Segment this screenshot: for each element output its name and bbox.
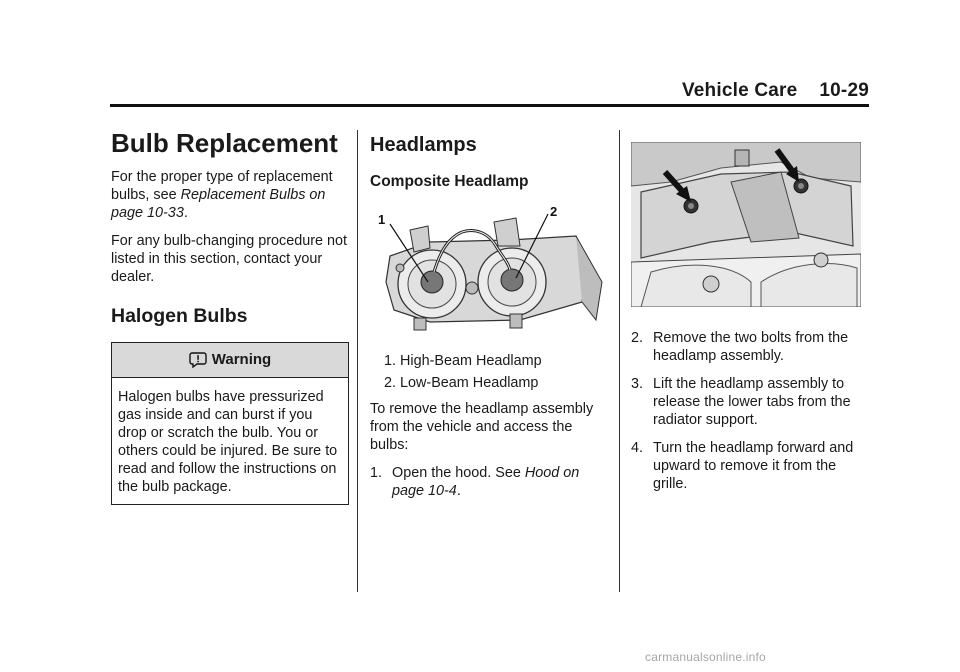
dealer-paragraph: For any bulb-changing procedure not listed in this section, contact your dealer. bbox=[111, 233, 347, 285]
step-4: 4. Turn the headlamp forward and upward to remove it from the grille. bbox=[631, 440, 854, 492]
composite-headlamp-title: Composite Headlamp bbox=[370, 173, 529, 190]
intro-period: . bbox=[183, 205, 188, 221]
steps-list-b bbox=[631, 329, 871, 493]
cross-reference-link[interactable]: Replacement Bulbs on page 10-33 bbox=[111, 187, 326, 221]
legend-item: 2. Low-Beam Headlamp bbox=[384, 375, 539, 391]
intro-text: For the proper type of replacement bulbs, see bbox=[111, 169, 333, 203]
column-2 bbox=[370, 128, 610, 510]
headlamps-title: Headlamps bbox=[370, 134, 477, 156]
subsection-title: Halogen Bulbs bbox=[111, 305, 248, 327]
page-number: 10-29 bbox=[819, 80, 869, 101]
warning-header bbox=[112, 343, 348, 378]
step-3: 3. Lift the headlamp assembly to release the lower tabs from the radiator support. bbox=[631, 376, 851, 428]
running-header bbox=[682, 80, 869, 102]
column-divider-2 bbox=[619, 130, 620, 592]
warning-title: Warning bbox=[211, 351, 272, 368]
headlamp-bolts-illustration bbox=[631, 142, 861, 307]
watermark: carmanualsonline.info bbox=[645, 650, 766, 664]
column-3 bbox=[631, 142, 871, 503]
legend-list bbox=[370, 352, 610, 392]
column-divider-1 bbox=[357, 130, 358, 592]
column-1 bbox=[111, 128, 351, 505]
page-header bbox=[110, 80, 869, 107]
callout-1: 1 bbox=[378, 212, 386, 227]
headlamp-illustration bbox=[370, 202, 606, 340]
section-name: Vehicle Care bbox=[681, 80, 798, 101]
removal-intro: To remove the headlamp assembly from the vehicle and access the bulbs: bbox=[370, 401, 594, 453]
warning-text: Halogen bulbs have pressurized gas inside and can burst if you drop or scratch the bulb. You or others could be injured. Be sure to read and follow the instructions on the bulb package. bbox=[118, 389, 338, 495]
section-title: Bulb Replacement bbox=[111, 128, 338, 158]
legend-item: 1. High-Beam Headlamp bbox=[384, 353, 542, 369]
step-1: 1. Open the hood. See Hood on page 10-4. bbox=[370, 465, 580, 499]
warning-box bbox=[111, 342, 349, 505]
callout-2: 2 bbox=[550, 204, 558, 219]
warning-icon bbox=[189, 352, 207, 368]
step-2: 2. Remove the two bolts from the headlamp assembly. bbox=[631, 330, 849, 364]
hood-reference-link[interactable]: Hood on page 10-4 bbox=[392, 465, 580, 499]
steps-list-a bbox=[370, 464, 610, 500]
intro-paragraph bbox=[111, 168, 351, 222]
